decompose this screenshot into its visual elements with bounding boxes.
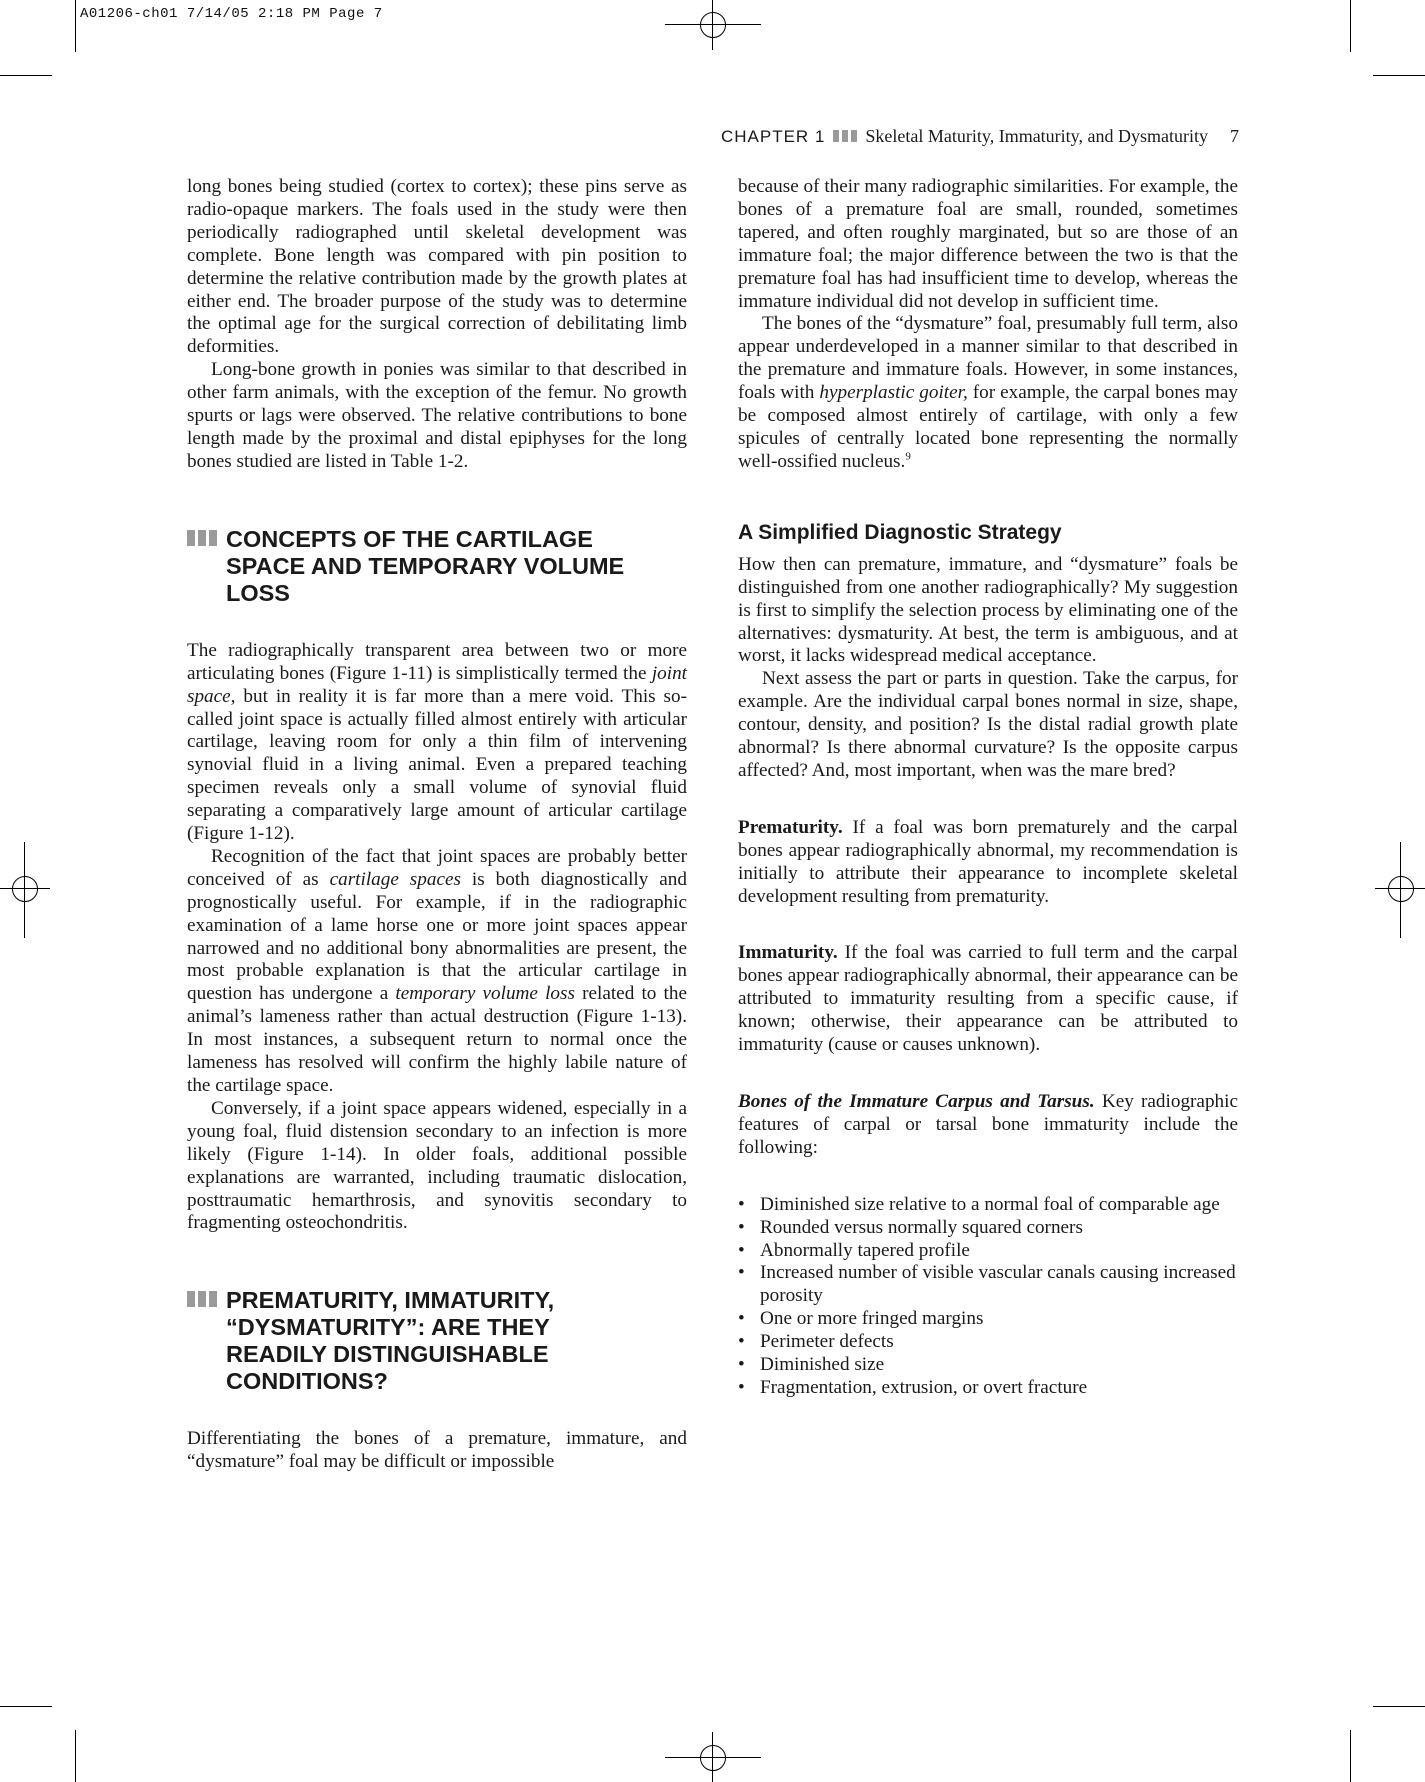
paragraph: The bones of the “dysmature” foal, presumably full term, also appear underdeveloped in a manner similar to that described in the premature and immature foals. However, in some instances, foals with hyperplastic goiter, for example, the carpal bones may be composed almost entirely of cartilage, with only a few spicules of centrally located bone representing the normally well-ossified nucleus.$^9$ <box>738 313 1238 472</box>
paragraph: Long-bone growth in ponies was similar to that described in other farm animals, with the exception of the femur. No growth spurts or lags were observed. The relative contributions to bone length made by the proximal and distal epiphyses for the long bones studied are listed in Table 1-2. <box>187 359 687 472</box>
crop-mark <box>0 75 52 76</box>
crop-mark <box>1373 1706 1425 1707</box>
paragraph: Bones of the Immature Carpus and Tarsus. Key radiographic features of carpal or tarsal bone immaturity include the following: <box>738 1091 1238 1158</box>
page-number: 7 <box>1230 126 1239 146</box>
list-item: • Increased number of visible vascular canals causing increased porosity <box>738 1262 1238 1308</box>
right-column <box>738 176 1238 1400</box>
section-heading <box>187 526 687 607</box>
crop-mark <box>1373 75 1425 76</box>
list-item: • Perimeter defects <box>738 1331 1238 1354</box>
runin-heading: Bones of the Immature Carpus and Tarsus. <box>738 1091 1095 1112</box>
chapter-label: CHAPTER 1 <box>720 127 826 146</box>
list-item: • Diminished size relative to a normal foal of comparable age <box>738 1194 1238 1217</box>
list-item: • Diminished size <box>738 1354 1238 1377</box>
crop-mark <box>1350 0 1351 52</box>
feature-list <box>738 1194 1238 1400</box>
section-heading-text: CONCEPTS OF THE CARTILAGE SPACE AND TEMPORARY VOLUME LOSS <box>226 525 625 606</box>
crop-mark <box>0 1706 52 1707</box>
runin-heading: Prematurity. <box>738 816 843 838</box>
paragraph: Recognition of the fact that joint spaces are probably better conceived of as cartilage spaces is both diagnostically and prognostically useful. For example, if in the radiographic examination of a lame horse one or more joint spaces appear narrowed and no additional bony abnormalities are present, the most probable explanation is that the articular cartilage in question has undergone a temporary volume loss related to the animal’s lameness rather than actual destruction (Figure 1-13). In most instances, a subsequent return to normal once the lameness has resolved will confirm the highly labile nature of the cartilage space. <box>187 845 687 1096</box>
paragraph: long bones being studied (cortex to cortex); these pins serve as radio-opaque markers. The foals used in the study were then periodically radiographed until skeletal development was complete. Bone length was compared with pin position to determine the relative contribution made by the growth plates at either end. The broader purpose of the study was to determine the optimal age for the surgical correction of debilitating limb deformities. <box>187 176 687 358</box>
paragraph: Prematurity. If a foal was born prematurely and the carpal bones appear radiographically abnormal, my recommendation is initially to attribute their appearance to incomplete skeletal development resulting from prematurity. <box>738 816 1238 907</box>
list-item: • Abnormally tapered profile <box>738 1240 1238 1263</box>
bullet-bars-icon <box>187 530 217 546</box>
bullet-bars-icon <box>187 1291 217 1307</box>
runin-heading: Immaturity. <box>738 942 838 964</box>
left-column <box>187 176 687 1474</box>
section-heading <box>187 1287 687 1395</box>
slug-line: A01206-ch01 7/14/05 2:18 PM Page 7 <box>80 6 383 22</box>
list-item: • Fragmentation, extrusion, or overt fracture <box>738 1377 1238 1400</box>
paragraph: Differentiating the bones of a premature, immature, and “dysmature” foal may be difficult or impossible <box>187 1428 687 1473</box>
list-item: • One or more fringed margins <box>738 1308 1238 1331</box>
list-item: • Rounded versus normally squared corners <box>738 1217 1238 1240</box>
crop-mark <box>75 0 76 52</box>
footnote-ref: 9 <box>905 450 911 463</box>
paragraph: The radiographically transparent area between two or more articulating bones (Figure 1-11) is simplistically termed the joint space, but in reality it is far more than a mere void. This so-called joint space is actually filled almost entirely with articular cartilage, leaving room for only a thin film of intervening synovial fluid in a living animal. Even a prepared teaching specimen reveals only a small volume of synovial fluid separating a comparatively large amount of articular cartilage (Figure 1-12). <box>187 639 687 845</box>
section-heading-text: PREMATURITY, IMMATURITY, “DYSMATURITY”: ARE THEY READILY DISTINGUISHABLE CONDITIONS? <box>226 1287 555 1395</box>
paragraph: How then can premature, immature, and “dysmature” foals be distinguished from one another radiographically? My suggestion is first to simplify the selection process by eliminating one of the alternatives: dysmaturity. At best, the term is ambiguous, and at worst, it lacks widespread medical acceptance. <box>738 553 1238 667</box>
crop-mark <box>1350 1730 1351 1782</box>
bullet-bars-icon <box>833 130 857 142</box>
paragraph: because of their many radiographic similarities. For example, the bones of a premature foal are small, rounded, sometimes tapered, and often roughly marginated, but so are those of an immature foal; the major difference between the two is that the premature foal has had insufficient time to develop, whereas the immature individual did not develop in sufficient time. <box>738 176 1238 312</box>
chapter-title: Skeletal Maturity, Immaturity, and Dysmaturity <box>865 126 1208 146</box>
subsection-heading: A Simplified Diagnostic Strategy <box>738 520 1062 544</box>
running-head <box>721 126 1239 147</box>
paragraph: Next assess the part or parts in question. Take the carpus, for example. Are the individual carpal bones normal in size, shape, contour, density, and position? Is the distal radial growth plate abnormal? Is there abnormal curvature? Is the opposite carpus affected? And, most important, when was the mare bred? <box>738 668 1238 781</box>
paragraph: Conversely, if a joint space appears widened, especially in a young foal, fluid distension secondary to an infection is more likely (Figure 1-14). In older foals, additional possible explanations are warranted, including traumatic dislocation, posttraumatic hemarthrosis, and synovitis secondary to fragmenting osteochondritis. <box>187 1097 687 1234</box>
paragraph: Immaturity. If the foal was carried to full term and the carpal bones appear radiographically abnormal, their appearance can be attributed to immaturity resulting from a specific cause, if known; otherwise, their appearance can be attributed to immaturity (cause or causes unknown). <box>738 942 1238 1056</box>
crop-mark <box>75 1730 76 1782</box>
